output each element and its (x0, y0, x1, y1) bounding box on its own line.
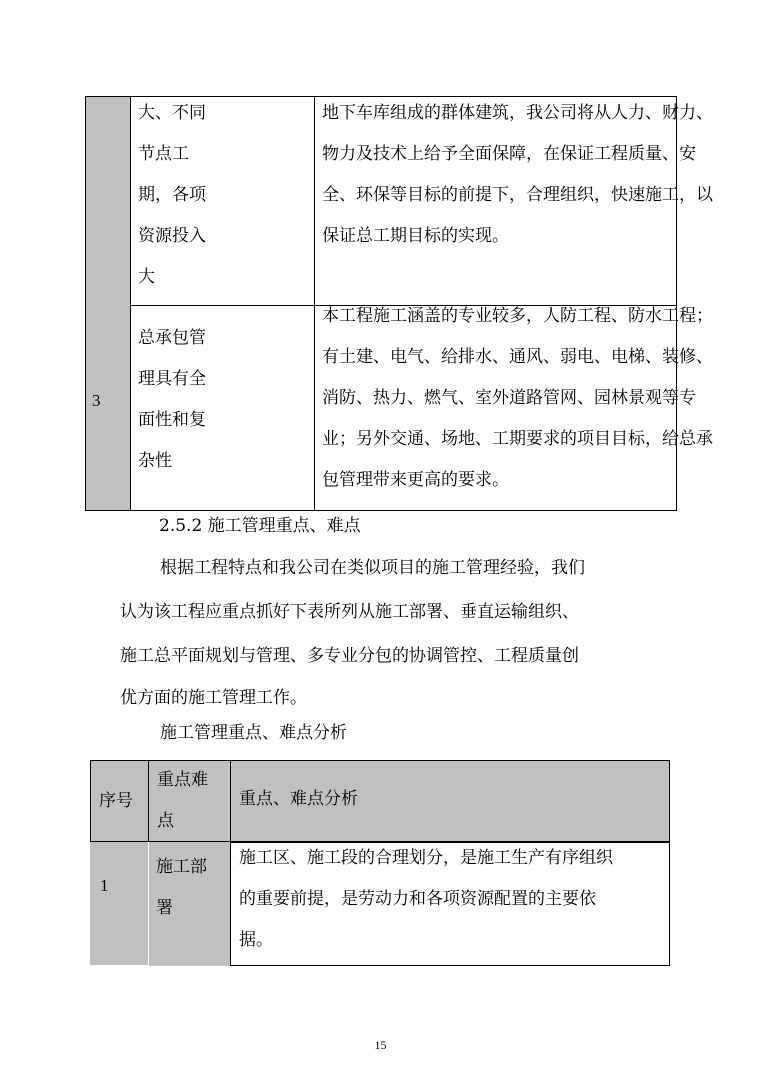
label-line: 大、不同 (138, 103, 206, 123)
table-row (86, 305, 713, 510)
label-line: 大 (138, 267, 155, 287)
header-seq: 序号 (99, 791, 133, 811)
desc-line: 业；另外交通、场地、工期要求的项目目标，给总承 (322, 429, 713, 449)
desc-line: 消防、热力、燃气、室外道路管网、园林景观等专 (322, 388, 696, 408)
page-number: 15 (374, 1038, 387, 1052)
desc-line: 地下车库组成的群体建筑，我公司将从人力、财力、 (322, 103, 713, 123)
row-number: 3 (92, 391, 101, 410)
desc-line: 包管理带来更高的要求。 (322, 470, 509, 490)
label-line: 署 (156, 898, 173, 918)
paragraph-line: 优方面的施工管理工作。 (120, 688, 307, 708)
key-difficulty-table (90, 760, 670, 968)
desc-line: 保证总工期目标的实现。 (322, 226, 509, 246)
row-number: 1 (100, 876, 109, 895)
row-desc-cell (230, 842, 670, 966)
row-label-cell (131, 305, 315, 510)
paragraph-line: 根据工程特点和我公司在类似项目的施工管理经验，我们 (160, 558, 585, 578)
label-line: 总承包管 (138, 328, 206, 348)
label-line: 期，各项 (138, 185, 206, 205)
paragraph-line: 施工总平面规划与管理、多专业分包的协调管控、工程质量创 (120, 646, 579, 666)
desc-line: 物力及技术上给予全面保障，在保证工程质量、安 (322, 144, 696, 164)
row-number-cell (86, 97, 131, 305)
desc-line: 施工区、施工段的合理划分，是施工生产有序组织 (239, 848, 613, 868)
header-line: 重点难 (157, 770, 208, 790)
label-line: 节点工 (138, 144, 189, 164)
desc-line: 有土建、电气、给排水、通风、弱电、电梯、装修、 (322, 347, 713, 367)
desc-line: 的重要前提，是劳动力和各项资源配置的主要依 (239, 889, 596, 909)
desc-line: 本工程施工涵盖的专业较多，人防工程、防水工程； (322, 306, 713, 326)
row-label-cell (131, 97, 315, 305)
desc-line: 据。 (239, 930, 273, 950)
paragraph-line: 认为该工程应重点抓好下表所列从施工部署、垂直运输组织、 (120, 602, 579, 622)
table-row (90, 842, 230, 966)
desc-line: 全、环保等目标的前提下，合理组织，快速施工，以 (322, 185, 713, 205)
label-line: 理具有全 (138, 369, 206, 389)
table-row (86, 97, 713, 306)
label-line: 面性和复 (138, 410, 206, 430)
row-label-cell (156, 847, 207, 929)
row-number-cell (86, 305, 131, 510)
header-key-point (157, 760, 208, 842)
risk-table-continued (85, 96, 713, 511)
header-analysis: 重点、难点分析 (239, 789, 358, 809)
label-line: 资源投入 (138, 226, 206, 246)
table-caption: 施工管理重点、难点分析 (160, 723, 347, 743)
header-line: 点 (157, 811, 174, 831)
label-line: 杂性 (138, 451, 172, 471)
row-desc-cell (315, 97, 713, 305)
section-heading: 2.5.2 施工管理重点、难点 (159, 516, 361, 536)
label-line: 施工部 (156, 857, 207, 877)
table-header-row (90, 760, 670, 842)
row-desc-cell (315, 305, 713, 510)
